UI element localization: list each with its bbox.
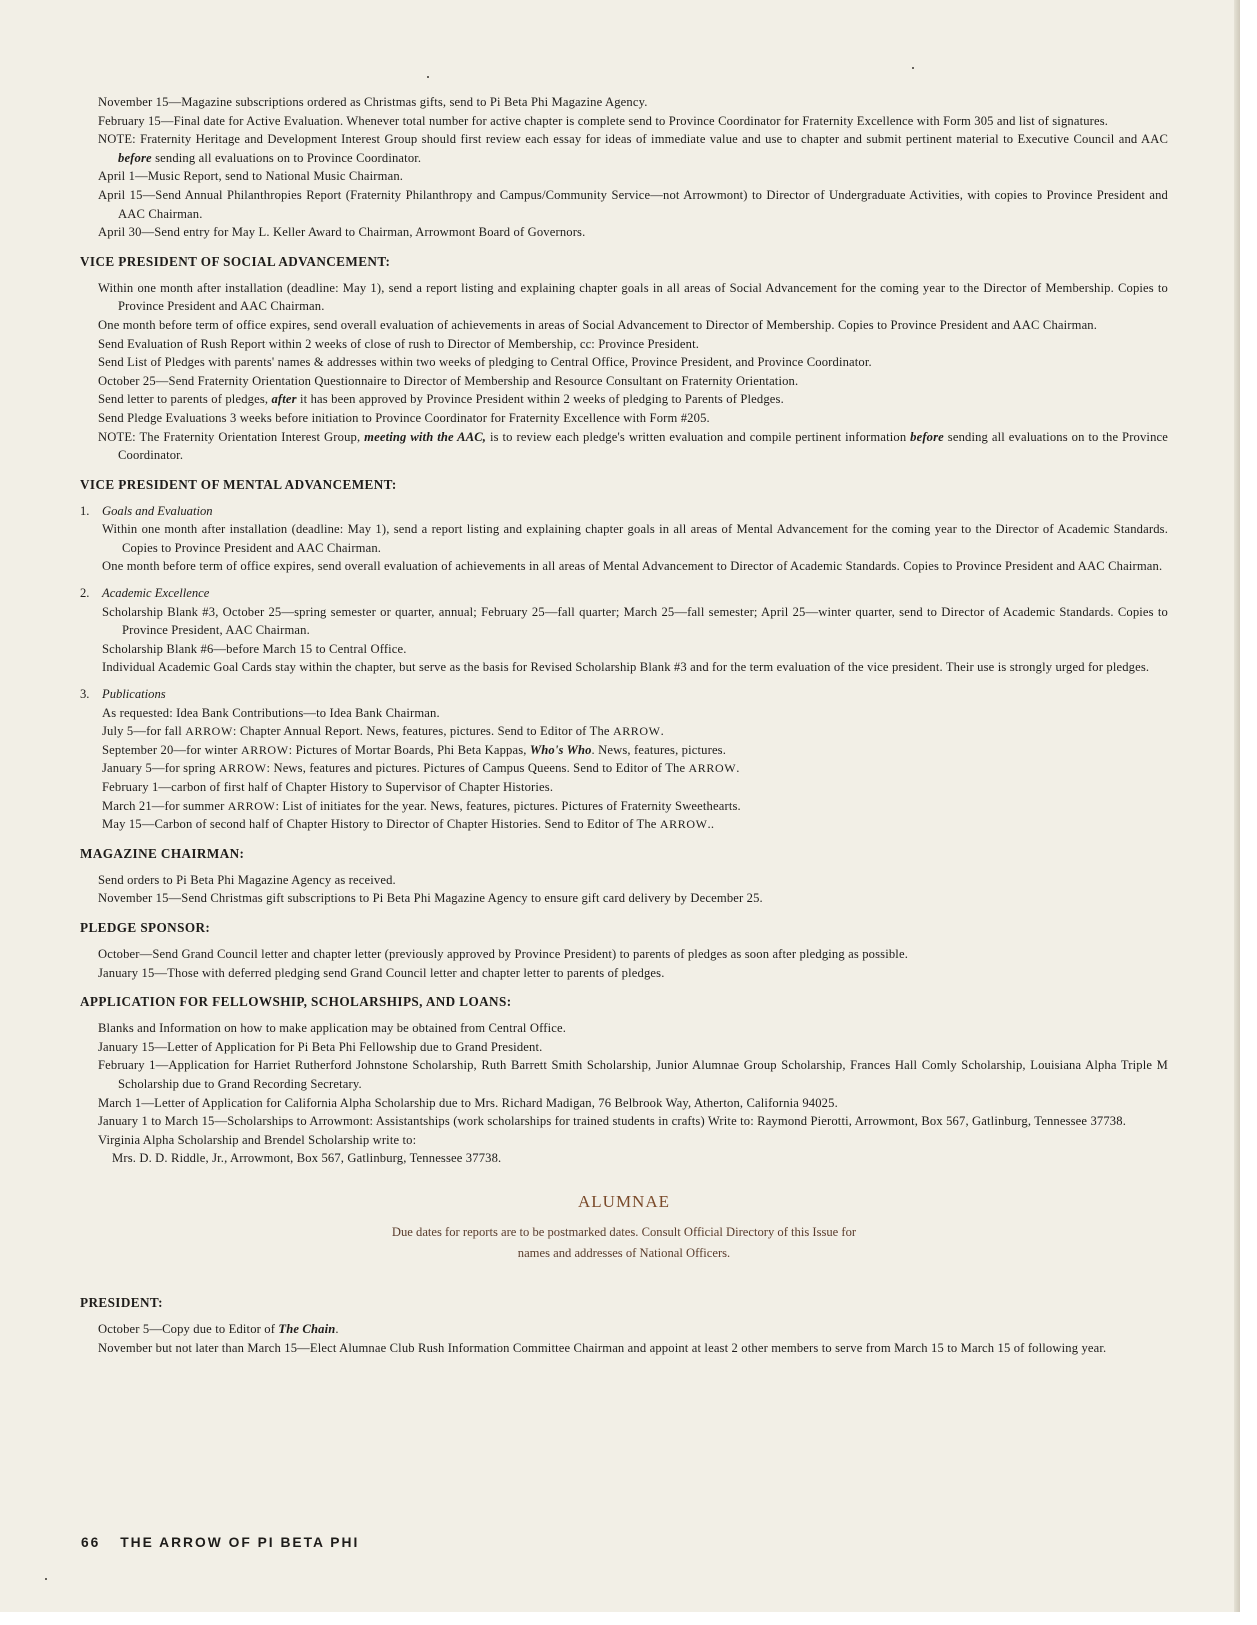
text-run: sending all evaluations on to the Province Coordinator. xyxy=(118,429,1169,463)
paragraph xyxy=(80,964,1168,983)
section-heading: MAGAZINE CHAIRMAN: xyxy=(80,845,245,861)
paragraph xyxy=(80,1339,1168,1358)
text-run: January 1 to March 15—Scholarships to Arrowmont: Assistantships (work scholarships for trained students in crafts) Write to: Raymond Pierotti, Arrowmont, Box 567, Gatlinburg, Tennessee 37738. xyxy=(98,1114,1126,1129)
paragraph xyxy=(80,797,1168,816)
paragraph xyxy=(80,428,1168,465)
italic-text: The Chain xyxy=(278,1321,336,1336)
president-paragraphs xyxy=(80,1320,1168,1357)
paragraph xyxy=(80,372,1168,391)
paragraph xyxy=(80,335,1168,354)
section-intro xyxy=(80,93,1168,242)
paragraph xyxy=(80,945,1168,964)
paragraph xyxy=(80,1019,1168,1038)
section-pledge-sponsor xyxy=(80,920,1168,982)
paragraph xyxy=(80,741,1168,760)
paragraph xyxy=(80,1131,1168,1150)
paragraph xyxy=(80,186,1168,223)
paragraph xyxy=(80,1320,1168,1339)
paragraph xyxy=(80,871,1168,890)
page-content xyxy=(80,93,1168,1357)
text-run: April 30—Send entry for May L. Keller Award to Chairman, Arrowmont Board of Governors. xyxy=(98,225,586,240)
text-run: Send List of Pledges with parents' names & addresses within two weeks of pledging to Central Office, Province President, and Province Coordinator. xyxy=(98,355,872,370)
section-vp-mental xyxy=(80,477,1168,834)
paragraph xyxy=(80,889,1168,908)
subsection xyxy=(80,502,1168,576)
text-run: sending all evaluations on to Province Coordinator. xyxy=(151,150,422,165)
text-run: Send letter to parents of pledges, xyxy=(98,392,272,407)
small-caps-text: ARROW xyxy=(218,761,267,776)
paragraph xyxy=(80,1056,1168,1093)
text-run: November 15—Magazine subscriptions ordered as Christmas gifts, send to Pi Beta Phi Magazine Agency. xyxy=(98,95,648,109)
text-run: March 1—Letter of Application for California Alpha Scholarship due to Mrs. Richard Madigan, 76 Belbrook Way, Atherton, California 94025. xyxy=(98,1095,838,1110)
text-run: it has been approved by Province President within 2 weeks of pledging to Parents of Pledges. xyxy=(296,392,784,407)
alumnae-title: ALUMNAE xyxy=(578,1191,670,1211)
subsection xyxy=(80,584,1168,677)
text-run: is to review each pledge's written evaluation and compile pertinent information xyxy=(486,429,911,444)
paragraph xyxy=(80,223,1168,242)
text-run: As requested: Idea Bank Contributions—to Idea Bank Chairman. xyxy=(102,705,440,720)
print-speck xyxy=(45,1578,47,1580)
paragraph xyxy=(80,704,1168,723)
subsection-title xyxy=(80,584,1168,603)
paragraph xyxy=(80,815,1168,834)
text-run: Within one month after installation (deadline: May 1), send a report listing and explaining chapter goals in all areas of Social Advancement for the coming year to the Director of Membership. Copies to Province President and AAC Chairman. xyxy=(98,280,1168,314)
italic-text: before xyxy=(910,429,944,444)
small-caps-text: ARROW xyxy=(240,742,289,757)
paragraph xyxy=(80,1038,1168,1057)
page-number: 66 xyxy=(81,1535,101,1550)
text-run: Scholarship Blank #6—before March 15 to Central Office. xyxy=(102,641,407,656)
subsection-title xyxy=(80,502,1168,521)
section-heading: APPLICATION FOR FELLOWSHIP, SCHOLARSHIPS, AND LOANS: xyxy=(80,994,512,1010)
subsection xyxy=(80,685,1168,834)
paragraph xyxy=(80,1094,1168,1113)
text-run: NOTE: Fraternity Heritage and Development Interest Group should first review each essay for ideas of immediate value and use to chapter and submit pertinent material to Executive Council and AAC xyxy=(98,132,1168,147)
page-footer xyxy=(81,1535,359,1550)
paragraph xyxy=(80,112,1168,131)
text-run: February 1—carbon of first half of Chapter History to Supervisor of Chapter Histories. xyxy=(102,780,554,794)
text-run: October 25—Send Fraternity Orientation Questionnaire to Director of Membership and Resource Consultant on Fraternity Orientation. xyxy=(98,373,799,388)
page-edge xyxy=(1234,0,1240,1612)
paragraph xyxy=(80,93,1168,112)
text-run: September 20—for winter xyxy=(102,742,241,757)
text-run: Virginia Alpha Scholarship and Brendel Scholarship write to: xyxy=(98,1132,417,1147)
text-run: February 15—Final date for Active Evaluation. Whenever total number for active chapter is complete send to Province Coordinator for Fraternity Excellence with Form 305 and list of signatures. xyxy=(98,113,1109,128)
text-run: April 15—Send Annual Philanthropies Report (Fraternity Philanthropy and Campus/Community Service—not Arrowmont) to Director of Undergraduate Activities, with copies to Province President and AAC Chairman. xyxy=(98,187,1168,221)
president-heading: PRESIDENT: xyxy=(80,1294,163,1310)
text-run: Send orders to Pi Beta Phi Magazine Agency as received. xyxy=(98,872,396,887)
italic-text: Who's Who xyxy=(529,742,592,757)
subsection-number: 1. xyxy=(80,503,90,518)
paragraph xyxy=(80,603,1168,640)
text-run: Send Pledge Evaluations 3 weeks before initiation to Province Coordinator for Fraternity Excellence with Form #205. xyxy=(98,410,710,425)
text-run: January 15—Letter of Application for Pi Beta Phi Fellowship due to Grand President. xyxy=(98,1039,543,1054)
text-run: November but not later than March 15—Elect Alumnae Club Rush Information Committee Chairman and appoint at least 2 other members to serve from March 15 to March 15 of following year. xyxy=(98,1340,1107,1355)
paragraph xyxy=(80,390,1168,409)
subsection-number: 3. xyxy=(80,687,90,702)
text-run: April 1—Music Report, send to National Music Chairman. xyxy=(98,169,404,184)
section-magazine xyxy=(80,846,1168,908)
section-heading: VICE PRESIDENT OF MENTAL ADVANCEMENT: xyxy=(80,476,397,492)
section-heading: VICE PRESIDENT OF SOCIAL ADVANCEMENT: xyxy=(80,253,391,269)
text-run: Individual Academic Goal Cards stay within the chapter, but serve as the basis for Revised Scholarship Blank #3 and for the term evaluation of the vice president. Their use is strongly urged for pledges. xyxy=(102,660,1150,675)
text-run: March 21—for summer xyxy=(102,798,228,813)
paragraph xyxy=(80,279,1168,316)
section-vp-social xyxy=(80,254,1168,465)
small-caps-text: ARROW xyxy=(227,798,276,813)
paragraph xyxy=(80,1149,1168,1168)
text-run: : Pictures of Mortar Boards, Phi Beta Kappas, xyxy=(288,742,530,757)
text-run: July 5—for fall xyxy=(102,724,186,739)
italic-text: before xyxy=(118,150,152,165)
text-run: Mrs. D. D. Riddle, Jr., Arrowmont, Box 567, Gatlinburg, Tennessee 37738. xyxy=(112,1151,502,1166)
subsection-title-text: Publications xyxy=(102,687,166,702)
paragraph xyxy=(80,167,1168,186)
text-run: : List of initiates for the year. News, features, pictures. Pictures of Fraternity Sweethearts. xyxy=(275,798,741,813)
paragraph xyxy=(80,640,1168,659)
paragraph xyxy=(80,130,1168,167)
section-heading: PLEDGE SPONSOR: xyxy=(80,919,211,935)
footer-title: THE ARROW OF PI BETA PHI xyxy=(120,1535,360,1550)
text-run: . xyxy=(660,724,664,739)
paragraph xyxy=(80,778,1168,797)
text-run: . News, features, pictures. xyxy=(591,742,727,757)
paragraph xyxy=(80,409,1168,428)
text-run: One month before term of office expires, send overall evaluation of achievements in all areas of Mental Advancement to Director of Academic Standards. Copies to Province President and AAC Chairman. xyxy=(102,559,1163,574)
text-run: Scholarship Blank #3, October 25—spring semester or quarter, annual; February 25—fall quarter; March 25—fall semester; April 25—winter quarter, send to Director of Academic Standards. Copies to Province President, AAC Chairman. xyxy=(102,604,1168,638)
print-speck xyxy=(427,76,429,78)
paragraph xyxy=(80,557,1168,576)
paragraph xyxy=(80,658,1168,677)
text-run: .. xyxy=(707,817,715,832)
text-run: : News, features and pictures. Pictures of Campus Queens. Send to Editor of The xyxy=(266,761,689,776)
sections-container xyxy=(80,93,1168,1168)
text-run: November 15—Send Christmas gift subscriptions to Pi Beta Phi Magazine Agency to ensure gift card delivery by December 25. xyxy=(98,891,763,906)
alumnae-note xyxy=(80,1222,1168,1265)
section-fellowship xyxy=(80,994,1168,1168)
text-run: Within one month after installation (deadline: May 1), send a report listing and explaining chapter goals in all areas of Mental Advancement for the coming year to the Director of Academic Standards. Copies to Province President and AAC Chairman. xyxy=(102,522,1168,555)
paragraph xyxy=(80,520,1168,557)
text-run: One month before term of office expires, send overall evaluation of achievements in areas of Social Advancement to Director of Membership. Copies to Province President and AAC Chairman. xyxy=(98,317,1098,332)
text-run: May 15—Carbon of second half of Chapter History to Director of Chapter Histories. Send to Editor of The xyxy=(102,817,660,832)
small-caps-text: ARROW xyxy=(688,761,737,776)
italic-text: after xyxy=(271,392,297,407)
text-run: NOTE: The Fraternity Orientation Interest Group, xyxy=(98,429,365,444)
text-run: October—Send Grand Council letter and chapter letter (previously approved by Province President) to parents of pledges as soon after pledging as possible. xyxy=(98,946,908,961)
subsection-title xyxy=(80,685,1168,704)
subsection-title-text: Academic Excellence xyxy=(102,586,210,601)
text-run: . xyxy=(335,1321,339,1336)
text-run: January 5—for spring xyxy=(102,761,219,776)
subsection-number: 2. xyxy=(80,586,90,601)
text-run: : Chapter Annual Report. News, features, pictures. Send to Editor of The xyxy=(232,724,613,739)
italic-text: meeting with the AAC, xyxy=(364,429,487,444)
text-run: February 1—Application for Harriet Rutherford Johnstone Scholarship, Ruth Barrett Smith Scholarship, Junior Alumnae Group Scholarship, Frances Hall Comly Scholarship, Louisiana Alpha Triple M Scholarship due to Grand Recording Secretary. xyxy=(98,1058,1168,1091)
text-run: Send Evaluation of Rush Report within 2 weeks of close of rush to Director of Membership, cc: Province President. xyxy=(98,336,700,351)
subsection-title-text: Goals and Evaluation xyxy=(102,503,213,518)
small-caps-text: ARROW xyxy=(185,724,233,739)
small-caps-text: ARROW xyxy=(659,817,708,832)
alumnae-note-line-1: Due dates for reports are to be postmarked dates. Consult Official Directory of this Issue for xyxy=(391,1224,857,1239)
text-run: January 15—Those with deferred pledging send Grand Council letter and chapter letter to parents of pledges. xyxy=(98,965,665,980)
alumnae-note-line-2: names and addresses of National Officers. xyxy=(517,1246,731,1261)
paragraph xyxy=(80,353,1168,372)
text-run: Blanks and Information on how to make application may be obtained from Central Office. xyxy=(98,1021,567,1036)
paragraph xyxy=(80,759,1168,778)
text-run: . xyxy=(736,761,740,776)
paragraph xyxy=(80,722,1168,741)
small-caps-text: ARROW xyxy=(612,724,661,739)
paragraph xyxy=(80,1112,1168,1131)
print-speck xyxy=(912,67,914,69)
paragraph xyxy=(80,316,1168,335)
text-run: October 5—Copy due to Editor of xyxy=(98,1321,279,1336)
